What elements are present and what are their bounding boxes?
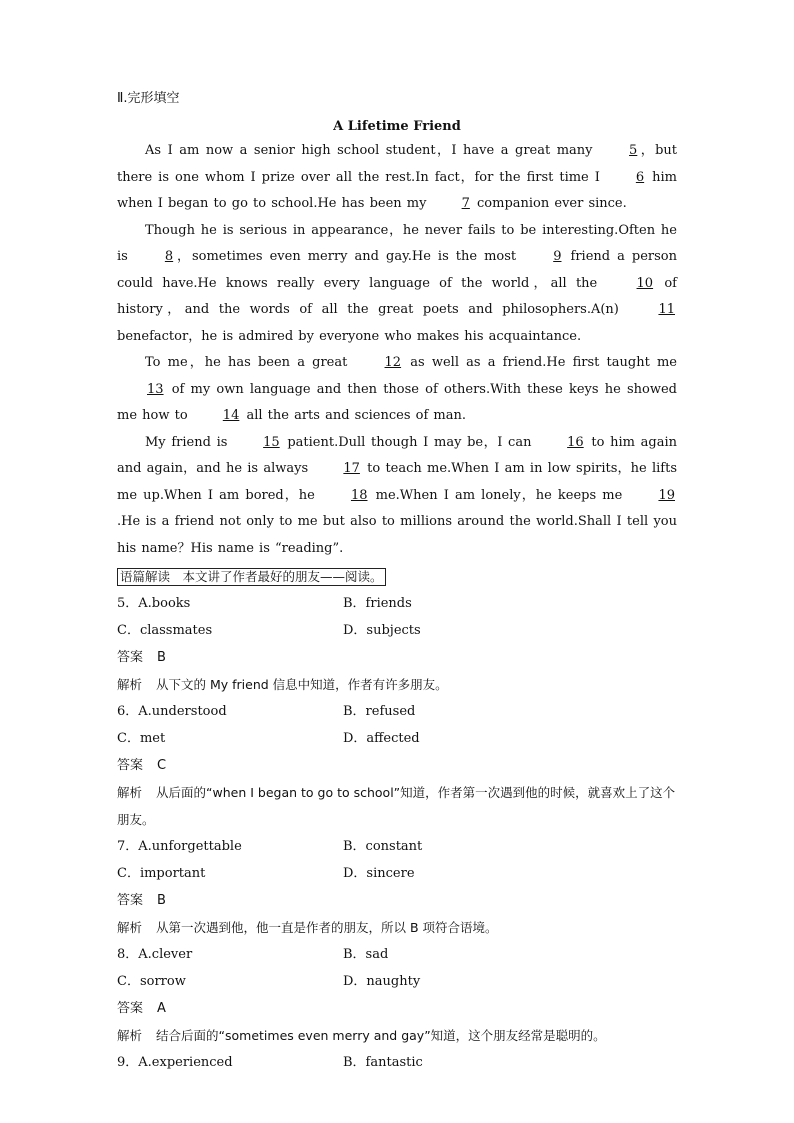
text: .He is a friend not only to me but also to millions around the world.Shall I tell you his name？His name is “reading”. [117, 514, 677, 556]
option: D．naughty [343, 974, 421, 989]
text: As I am now a senior high school student，I have a great many [145, 143, 600, 158]
explain-label: 解析 [117, 785, 143, 800]
blank-11: 11 [658, 302, 675, 317]
text: to teach me.When I am in low spirits，he lifts me up.When I am bored，he [117, 461, 677, 503]
explanation-text: 从第一次遇到他，他一直是作者的朋友，所以 B 项符合语境。 [156, 920, 498, 935]
blank-9: 9 [553, 249, 562, 264]
explain-label: 解析 [117, 1028, 143, 1043]
blank-8: 8 [164, 249, 174, 264]
question-8-answer [117, 995, 677, 1022]
question-5-explanation [117, 671, 677, 698]
text: as well as a friend.He first taught me [403, 355, 677, 370]
question-8-options-row-2 [117, 968, 677, 995]
question-7-options-row-1 [117, 833, 677, 860]
option: D．affected [343, 731, 420, 746]
answer-value: A [157, 1001, 166, 1016]
paragraph-4 [117, 430, 677, 563]
explanation-text: 从后面的“when I began to go to school”知道，作者第一次遇到他的时候，就喜欢上了这个朋友。 [117, 785, 676, 827]
question-7-answer [117, 887, 677, 914]
question-7-options-row-2 [117, 860, 677, 887]
section-title: Ⅱ.完形填空 [117, 91, 180, 106]
option: C．important [117, 866, 206, 881]
text: of my own language and then those of others.With these keys he showed me how to [117, 381, 677, 423]
question-8-options-row-1 [117, 941, 677, 968]
option: 6．A.understood [117, 704, 227, 719]
question-6-answer [117, 752, 677, 779]
text: ，sometimes even merry and gay.He is the most [175, 249, 524, 264]
question-9-options-row-1 [117, 1049, 677, 1076]
blank-17: 17 [343, 461, 360, 476]
text: him when I began to go to school.He has been my [117, 169, 677, 211]
answer-label: 答案 [117, 650, 144, 665]
text: patient.Dull though I may be，I can [281, 434, 538, 450]
option: B．sad [343, 947, 389, 962]
question-6-options-row-2 [117, 725, 677, 752]
blank-5: 5 [629, 143, 638, 158]
text: To me，he has been a great [145, 355, 355, 370]
blank-18: 18 [350, 487, 368, 503]
blank-16: 16 [567, 434, 584, 450]
option: 5．A.books [117, 596, 191, 611]
blank-14: 14 [222, 408, 240, 423]
option: B．fantastic [343, 1055, 423, 1070]
answer-label: 答案 [117, 1001, 144, 1016]
text: ，but there is one whom I prize over all the rest.In fact，for the first time I [117, 143, 677, 185]
blank-10: 10 [636, 275, 654, 291]
blank-19: 19 [658, 487, 675, 503]
paragraph-3 [117, 350, 677, 430]
option: B．constant [343, 839, 423, 854]
document-page [117, 90, 677, 1076]
blank-6: 6 [635, 169, 645, 185]
text: Though he is serious in appearance，he never fails to be interesting.Often he is [117, 222, 677, 264]
explain-label: 解析 [117, 920, 143, 935]
text: me.When I am lonely，he keeps me [369, 487, 629, 503]
option: D．subjects [343, 623, 421, 638]
passage-title: A Lifetime Friend [333, 119, 461, 134]
paragraph-1 [117, 138, 677, 218]
paragraph-2 [117, 218, 677, 351]
option: 7．A.unforgettable [117, 839, 242, 854]
text: benefactor，he is admired by everyone who makes his acquaintance. [117, 328, 582, 344]
text: to him again and again，and he is always [117, 434, 677, 476]
answer-value: B [157, 893, 166, 908]
answer-value: B [157, 650, 166, 665]
answer-label: 答案 [117, 758, 144, 773]
question-5-answer [117, 644, 677, 671]
text: companion ever since. [471, 196, 627, 211]
text: friend a person could have.He knows really every language of the world，all the [117, 249, 678, 291]
option: C．met [117, 731, 166, 746]
text: all the arts and sciences of man. [241, 408, 466, 423]
blank-12: 12 [384, 355, 402, 370]
question-5-options-row-2 [117, 617, 677, 644]
option: C．sorrow [117, 974, 186, 989]
question-7-explanation [117, 914, 677, 941]
option: 8．A.clever [117, 947, 193, 962]
text: of history，and the words of all the great poets and philosophers.A(n) [117, 275, 677, 317]
question-8-explanation [117, 1022, 677, 1049]
option: 9．A.experienced [117, 1055, 233, 1070]
option: B．friends [343, 596, 412, 611]
passage-analysis-box: 语篇解读 本文讲了作者最好的朋友——阅读。 [117, 568, 386, 586]
question-6-options-row-1 [117, 698, 677, 725]
question-6-explanation [117, 779, 677, 833]
option: D．sincere [343, 866, 415, 881]
explanation-text: 结合后面的“sometimes even merry and gay”知道，这个朋友经常是聪明的。 [156, 1028, 606, 1043]
question-5-options-row-1 [117, 590, 677, 617]
answer-value: C [157, 758, 167, 773]
explain-label: 解析 [117, 677, 143, 692]
blank-15: 15 [263, 434, 280, 450]
text: My friend is [145, 434, 234, 450]
explanation-text: 从下文的 My friend 信息中知道，作者有许多朋友。 [156, 677, 448, 692]
answer-label: 答案 [117, 893, 144, 908]
blank-13: 13 [147, 381, 164, 397]
blank-7: 7 [461, 196, 470, 211]
option: B．refused [343, 704, 416, 719]
option: C．classmates [117, 623, 213, 638]
